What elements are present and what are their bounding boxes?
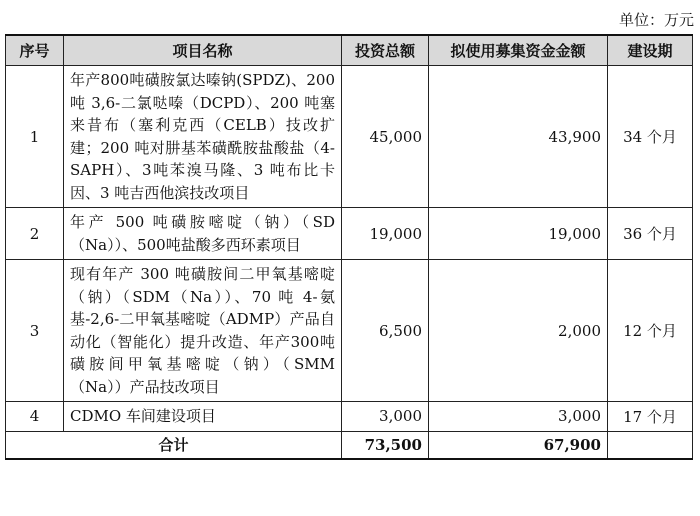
- row-total-investment: 3,000: [342, 402, 429, 432]
- row-construction-period: 36 个月: [608, 208, 693, 260]
- total-period: [608, 431, 693, 459]
- table-row: [6, 66, 693, 208]
- row-total-investment: 19,000: [342, 208, 429, 260]
- header-project-name: 项目名称: [64, 35, 342, 66]
- row-total-investment: 6,500: [342, 260, 429, 402]
- row-project-name: 年产 500 吨磺胺嘧啶（钠）（SD（Na））、500吨盐酸多西环素项目: [64, 208, 342, 260]
- header-index: 序号: [6, 35, 64, 66]
- row-raised-funds: 3,000: [429, 402, 608, 432]
- row-raised-funds: 19,000: [429, 208, 608, 260]
- table-row: [6, 402, 693, 432]
- total-label: 合计: [6, 431, 342, 459]
- header-total-investment: 投资总额: [342, 35, 429, 66]
- table-row: [6, 208, 693, 260]
- row-project-name: 年产800吨磺胺氯达嗪钠(SPDZ)、200 吨 3,6-二氯哒嗪（DCPD）、200 吨塞来昔布（塞利克西（CELB）技改扩建；200 吨对肼基苯磺酰胺盐酸盐（4-SAPH）、3吨苯溴马隆、3 吨布比卡因、3 吨吉西他滨技改项目: [64, 66, 342, 208]
- row-total-investment: 45,000: [342, 66, 429, 208]
- total-raised-sum: 67,900: [429, 431, 608, 459]
- total-investment-sum: 73,500: [342, 431, 429, 459]
- header-row: [6, 35, 693, 66]
- row-raised-funds: 43,900: [429, 66, 608, 208]
- row-project-name: CDMO 车间建设项目: [64, 402, 342, 432]
- row-index: 3: [6, 260, 64, 402]
- row-project-name: 现有年产 300 吨磺胺间二甲氧基嘧啶（钠）（SDM（Na））、70 吨 4-氨基-2,6-二甲氧基嘧啶（ADMP）产品自动化（智能化）提升改造、年产300吨磺胺间甲氧基嘧啶（钠）（SMM（Na））产品技改项目: [64, 260, 342, 402]
- investment-table: [5, 34, 693, 460]
- unit-label: 单位：万元: [618, 11, 694, 29]
- row-construction-period: 17 个月: [608, 402, 693, 432]
- header-raised-funds: 拟使用募集资金金额: [429, 35, 608, 66]
- row-raised-funds: 2,000: [429, 260, 608, 402]
- row-construction-period: 12 个月: [608, 260, 693, 402]
- header-construction-period: 建设期: [608, 35, 693, 66]
- total-row: [6, 431, 693, 459]
- row-index: 1: [6, 66, 64, 208]
- row-index: 4: [6, 402, 64, 432]
- row-index: 2: [6, 208, 64, 260]
- table-row: [6, 260, 693, 402]
- row-construction-period: 34 个月: [608, 66, 693, 208]
